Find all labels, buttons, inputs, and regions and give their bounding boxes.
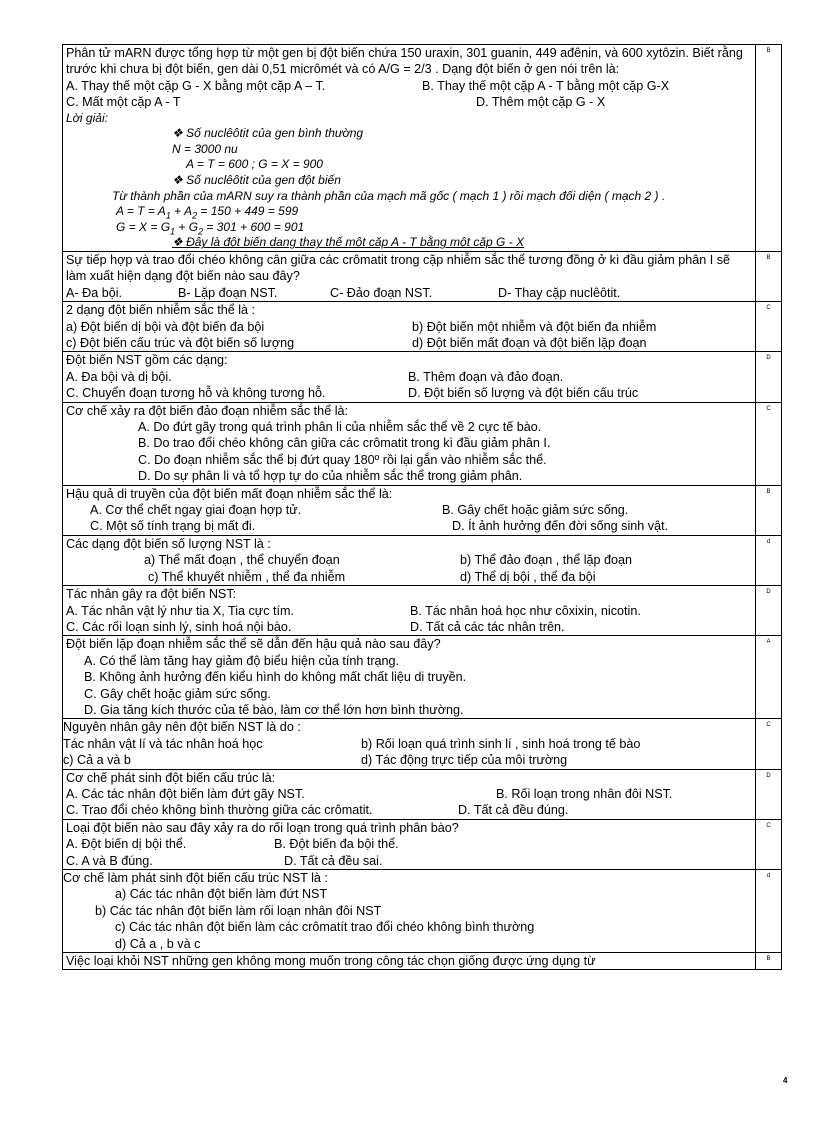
q13-option-b: b) Các tác nhân đột biến làm rối loạn nhân đôi NST: [95, 903, 382, 918]
q5-answer-key: C: [766, 405, 771, 412]
q9-option-d: D. Gia tăng kích thước của tế bào, làm cơ thể lớn hơn bình thường.: [84, 702, 464, 717]
question-row-4: [63, 352, 781, 402]
q12-answer-key: C: [766, 822, 771, 829]
q8-option-a: A. Tác nhân vật lý như tia X, Tia cực tím.: [66, 603, 295, 618]
question-10: [63, 719, 756, 768]
q2-stem: Sự tiếp hợp và trao đổi chéo không cân giữa các crômatit trong cặp nhiễm sắc thể tương đồng ở kì đầu giảm phân I sẽ làm xuất hiện dạng đột biến nào sau đây?: [66, 252, 731, 284]
q2-answer-key: B: [766, 254, 771, 261]
q12-option-d: D. Tất cả đều sai.: [284, 853, 383, 868]
question-3: [63, 302, 756, 351]
q7-option-d: d) Thể dị bội , thể đa bội: [460, 569, 596, 584]
q11-option-c: C. Trao đổi chéo không bình thường giữa các crômatit.: [66, 803, 373, 818]
q1-solution-step-2: N = 3000 nu: [172, 141, 238, 156]
q9-option-c: C. Gây chết hoặc giảm sức sống.: [84, 686, 271, 701]
question-9: [63, 636, 756, 718]
q10-option-c: c) Cả a và b: [63, 753, 131, 768]
q8-option-b: B. Tác nhân hoá học như côxixin, nicotin.: [410, 603, 641, 618]
q1-solution-step-3: A = T = 600 ; G = X = 900: [186, 157, 323, 172]
q4-option-d: D. Đột biến số lượng và đột biến cấu trúc: [408, 386, 639, 401]
q5-option-d: D. Do sự phân li và tổ hợp tự do của nhiễm sắc thể trong giảm phân.: [138, 469, 523, 484]
question-5: [63, 403, 756, 485]
question-1: [63, 45, 756, 251]
q2-option-a: A- Đa bội.: [66, 285, 122, 300]
q10-option-d: d) Tác động trực tiếp của môi trường: [361, 753, 568, 768]
question-14: [63, 953, 756, 969]
question-table: [62, 44, 782, 970]
q3-stem: 2 dạng đột biến nhiễm sắc thể là :: [66, 303, 256, 318]
q7-answer-key: d: [766, 538, 771, 545]
q9-answer-key: A: [766, 639, 771, 646]
q5-option-a: A. Do đứt gãy trong quá trình phân li của nhiễm sắc thể về 2 cực tế bào.: [138, 420, 542, 435]
q12-option-a: A. Đột biến dị bội thể.: [66, 837, 187, 852]
question-row-1: [63, 45, 781, 252]
q10-option-b: b) Rối loạn quá trình sinh lí , sinh hoá trong tế bào: [361, 736, 641, 751]
question-8: [63, 586, 756, 635]
q6-stem: Hậu quả di truyền của đột biến mất đoạn nhiễm sắc thể là:: [66, 486, 393, 501]
q9-option-a: A. Có thể làm tăng hay giảm độ biểu hiện của tính trạng.: [84, 653, 400, 668]
q13-option-a: a) Các tác nhân đột biến làm đứt NST: [115, 887, 328, 902]
question-row-14: [63, 953, 781, 970]
q3-option-b: b) Đột biến một nhiễm và đột biến đa nhiễm: [412, 319, 657, 334]
q7-option-a: a) Thể mất đoạn , thể chuyển đoạn: [144, 553, 340, 568]
q3-answer-key: C: [766, 305, 771, 312]
q7-option-c: c) Thể khuyết nhiễm , thể đa nhiễm: [148, 569, 346, 584]
q1-solution-step-4: ❖ Số nuclêôtit của gen đột biến: [172, 173, 341, 187]
q11-answer-key: D: [766, 772, 771, 779]
q1-solution-label: Lời giải:: [66, 110, 108, 125]
question-6: [63, 486, 756, 535]
q1-option-d: D. Thêm một cặp G - X: [476, 95, 606, 110]
q4-option-b: B. Thêm đoạn và đảo đoạn.: [408, 369, 564, 384]
q12-option-b: B. Đột biến đa bội thể.: [274, 837, 399, 852]
q13-option-d: d) Cả a , b và c: [115, 936, 201, 951]
question-11: [63, 770, 756, 819]
q10-answer-key: C: [766, 722, 771, 729]
q1-solution-step-7: $G = X = G_1 + G_2 = 301 + 600 = 901$: [116, 219, 305, 236]
q3-option-a: a) Đột biến dị bội và đột biến đa bội: [66, 319, 265, 334]
q5-option-c: C. Do đoạn nhiễm sắc thể bị đứt quay 180º rồi lại gắn vào nhiễm sắc thể.: [138, 452, 547, 467]
question-2: [63, 252, 756, 301]
q5-option-b: B. Do trao đổi chéo không cân giữa các crômatit trong kì đầu giảm phân I.: [138, 436, 551, 451]
q10-stem: Nguyên nhân gây nên đột biến NST là do :: [63, 720, 301, 735]
q8-answer-key: D: [766, 589, 771, 596]
q6-option-c: C. Một số tính trạng bị mất đi.: [90, 519, 256, 534]
q13-stem: Cơ chế làm phát sinh đột biến cấu trúc NST là :: [63, 871, 328, 885]
q7-option-b: b) Thể đảo đoạn , thể lặp đoạn: [460, 553, 633, 568]
question-row-9: [63, 636, 781, 719]
question-4: [63, 352, 756, 401]
q12-option-c: C. A và B đúng.: [66, 853, 153, 868]
q1-stem: Phân tử mARN được tổng hợp từ một gen bị đột biến chứa 150 uraxin, 301 guanin, 449 ađênin, và 600 xytôzin. Biết rằng trước khi chưa bị đột biến, gen dài 0,51 micrômét và có A/G = 2/3 . Dạng đột biến ở gen nói trên là:: [66, 46, 743, 77]
q1-solution-step-1: ❖ Số nuclêôtit của gen bình thường: [172, 126, 364, 141]
q1-option-c: C. Mất một cặp A - T: [66, 95, 181, 110]
q14-stem: Việc loại khỏi NST những gen không mong muốn trong công tác chọn giống được ứng dụng từ: [66, 954, 596, 969]
q2-option-d: D- Thay cặp nuclêôtit.: [498, 285, 621, 300]
q6-answer-key: B: [766, 488, 771, 495]
q2-option-b: B- Lặp đoạn NST.: [178, 285, 278, 300]
question-12: [63, 820, 756, 869]
q1-answer-key: B: [766, 48, 771, 54]
q8-option-c: C. Các rối loạn sinh lý, sinh hoá nội bào.: [66, 619, 292, 634]
q9-option-b: B. Không ảnh hưởng đến kiểu hình do không mất chất liệu di truyền.: [84, 670, 467, 685]
q13-answer-key: d: [766, 873, 771, 879]
q6-option-b: B. Gây chết hoặc giảm sức sống.: [442, 503, 629, 518]
q11-option-d: D. Tất cả đều đúng.: [458, 803, 569, 818]
q12-stem: Loại đột biến nào sau đây xảy ra do rối loạn trong quá trình phân bào?: [66, 820, 459, 835]
q4-stem: Đột biến NST gồm các dạng:: [66, 353, 228, 368]
question-row-11: [63, 770, 781, 820]
q7-stem: Các dạng đột biến số lượng NST là :: [66, 536, 271, 551]
q4-option-c: C. Chuyển đoạn tương hỗ và không tương hỗ.: [66, 386, 326, 401]
question-row-12: [63, 820, 781, 870]
q2-option-c: C- Đảo đoạn NST.: [330, 285, 433, 300]
q1-solution-conclusion: ❖ Đây là đột biến dạng thay thế một cặp A - T bằng một cặp G - X: [172, 235, 525, 250]
q3-option-c: c) Đột biến cấu trúc và đột biến số lượng: [66, 336, 295, 350]
q11-option-b: B. Rối loạn trong nhân đôi NST.: [496, 786, 673, 801]
question-row-6: [63, 486, 781, 536]
q11-option-a: A. Các tác nhân đột biến làm đứt gãy NST.: [66, 786, 305, 801]
q14-answer-key: B: [766, 956, 771, 963]
q13-option-c: c) Các tác nhân đột biến làm các crômatít trao đổi chéo không bình thường: [115, 920, 535, 935]
q8-stem: Tác nhân gây ra đột biến NST:: [66, 587, 237, 602]
q6-option-a: A. Cơ thể chết ngay giai đoạn hợp tử.: [90, 503, 302, 518]
q11-stem: Cơ chế phát sinh đột biến cấu trúc là:: [66, 770, 276, 785]
question-row-8: [63, 586, 781, 636]
q4-option-a: A. Đa bội và dị bội.: [66, 369, 172, 384]
question-row-2: [63, 252, 781, 302]
q6-option-d: D. Ít ảnh hưởng đến đời sống sinh vật.: [452, 519, 669, 534]
question-7: [63, 536, 756, 585]
q8-option-d: D. Tất cả các tác nhân trên.: [410, 619, 565, 634]
question-row-10: [63, 719, 781, 769]
page-number: 4: [783, 1076, 788, 1085]
question-row-3: [63, 302, 781, 352]
q5-stem: Cơ chế xảy ra đột biến đảo đoạn nhiễm sắc thể là:: [66, 403, 348, 418]
q9-stem: Đột biến lặp đoạn nhiễm sắc thể sẽ dẫn đến hậu quả nào sau đây?: [66, 637, 441, 652]
q1-solution-step-5: Từ thành phần của mARN suy ra thành phần của mạch mã gốc ( mạch 1 ) rồi mạch đối diện ( mạch 2 ) .: [112, 188, 666, 203]
q1-solution-step-6: $A = T = A_1 + A_2 = 150 + 449 = 599$: [116, 204, 299, 220]
q10-option-a: Tác nhân vật lí và tác nhân hoá học: [63, 736, 263, 751]
q1-option-b: B. Thay thế một cặp A - T bằng một cặp G-X: [422, 78, 670, 93]
question-13: [63, 870, 756, 952]
question-row-7: [63, 536, 781, 586]
question-row-13: [63, 870, 781, 953]
q3-option-d: d) Đột biến mất đoạn và đột biến lặp đoạn: [412, 336, 647, 350]
q4-answer-key: D: [766, 355, 771, 362]
q1-option-a: A. Thay thế một cặp G - X bằng một cặp A – T.: [66, 78, 326, 93]
question-row-5: [63, 403, 781, 486]
